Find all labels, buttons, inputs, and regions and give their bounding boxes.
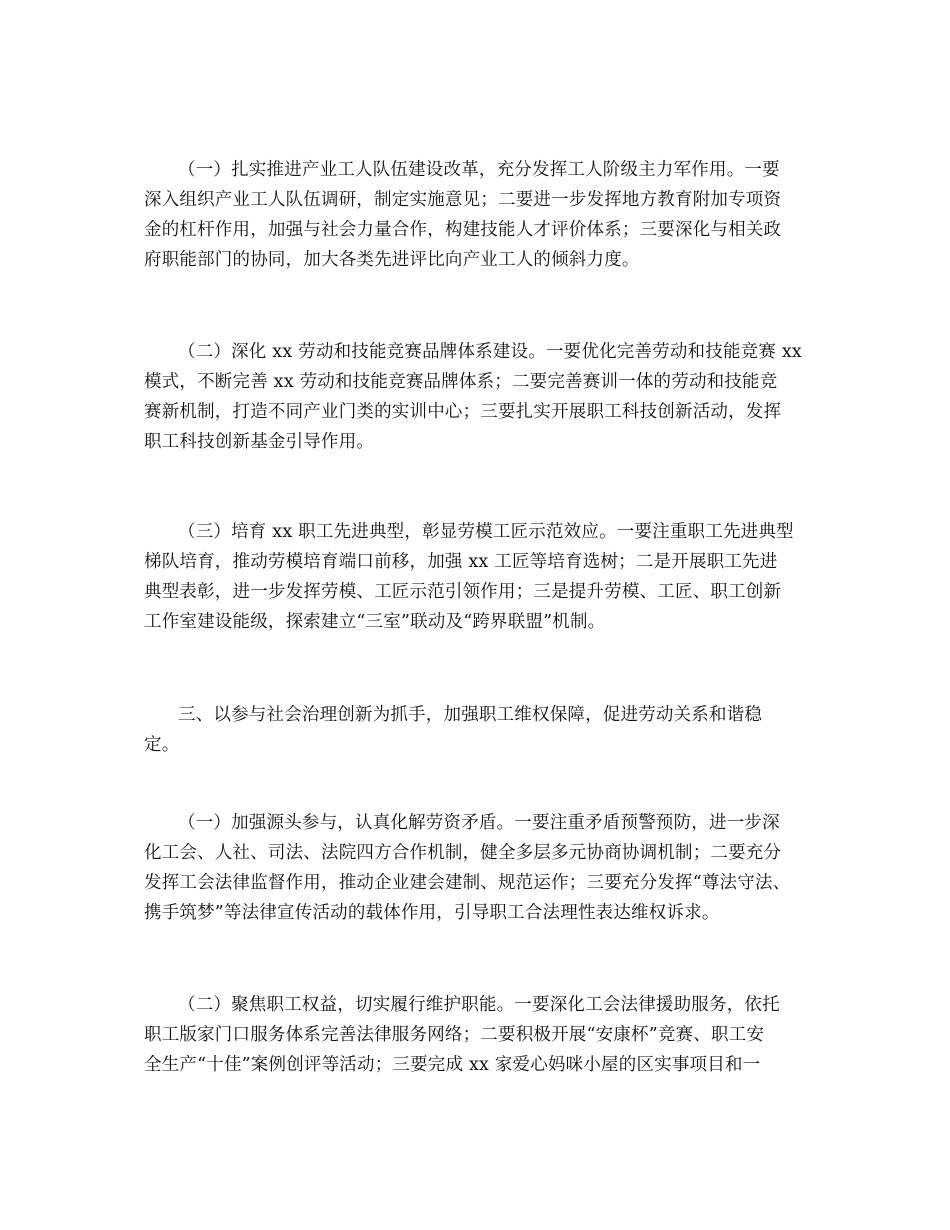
paragraph-worker-rights bbox=[144, 990, 834, 1080]
paragraph-worker-team-reform bbox=[144, 155, 834, 275]
text-line: 梯队培育，推动劳模培育端口前移，加强 xx 工匠等培育选树；二是开展职工先进 bbox=[144, 552, 778, 572]
paragraph-model-workers bbox=[144, 517, 834, 637]
text-line: （二）聚焦职工权益，切实履行维护职能。一要深化工会法律援助服务，依托 bbox=[178, 995, 780, 1015]
text-line: 定。 bbox=[144, 735, 180, 755]
paragraph-source-participation bbox=[144, 808, 834, 928]
text-line: 职工版家门口服务体系完善法律服务网络；二要积极开展“安康杯”竞赛、职工安 bbox=[144, 1025, 765, 1045]
section-heading-three bbox=[144, 700, 834, 760]
text-line: 化工会、人社、司法、法院四方合作机制，健全多层多元协商协调机制；二要充分 bbox=[144, 843, 782, 863]
text-line: 赛新机制，打造不同产业门类的实训中心；三要扎实开展职工科技创新活动，发挥 bbox=[144, 402, 782, 422]
text-line: 携手筑梦”等法律宣传活动的载体作用，引导职工合法理性表达维权诉求。 bbox=[144, 903, 720, 923]
text-line: （二）深化 xx 劳动和技能竞赛品牌体系建设。一要优化完善劳动和技能竞赛 xx bbox=[178, 342, 802, 362]
text-line: （一）加强源头参与，认真化解劳资矛盾。一要注重矛盾预警预防，进一步深 bbox=[178, 813, 780, 833]
text-line: 金的杠杆作用，加强与社会力量合作，构建技能人才评价体系；三要深化与相关政 bbox=[144, 220, 782, 240]
paragraph-labor-competition bbox=[144, 337, 834, 457]
text-line: 府职能部门的协同，加大各类先进评比向产业工人的倾斜力度。 bbox=[144, 250, 640, 270]
text-line: 发挥工会法律监督作用，推动企业建会建制、规范运作；三要充分发挥“尊法守法、 bbox=[144, 873, 791, 893]
text-line: 模式，不断完善 xx 劳动和技能竞赛品牌体系；二要完善赛训一体的劳动和技能竞 bbox=[144, 372, 778, 392]
text-line: 三、以参与社会治理创新为抓手，加强职工维权保障，促进劳动关系和谐稳 bbox=[178, 705, 763, 725]
text-line: 职工科技创新基金引导作用。 bbox=[144, 432, 375, 452]
text-line: （三）培育 xx 职工先进典型，彰显劳模工匠示范效应。一要注重职工先进典型 bbox=[178, 522, 794, 542]
text-line: 典型表彰，进一步发挥劳模、工匠示范引领作用；三是提升劳模、工匠、职工创新 bbox=[144, 582, 782, 602]
text-line: 深入组织产业工人队伍调研，制定实施意见；二要进一步发挥地方教育附加专项资 bbox=[144, 190, 782, 210]
text-line: 全生产“十佳”案例创评等活动；三要完成 xx 家爱心妈咪小屋的区实事项目和一 bbox=[144, 1055, 761, 1075]
text-line: 工作室建设能级，探索建立“三室”联动及“跨界联盟”机制。 bbox=[144, 612, 606, 632]
text-line: （一）扎实推进产业工人队伍建设改革，充分发挥工人阶级主力军作用。一要 bbox=[178, 160, 780, 180]
